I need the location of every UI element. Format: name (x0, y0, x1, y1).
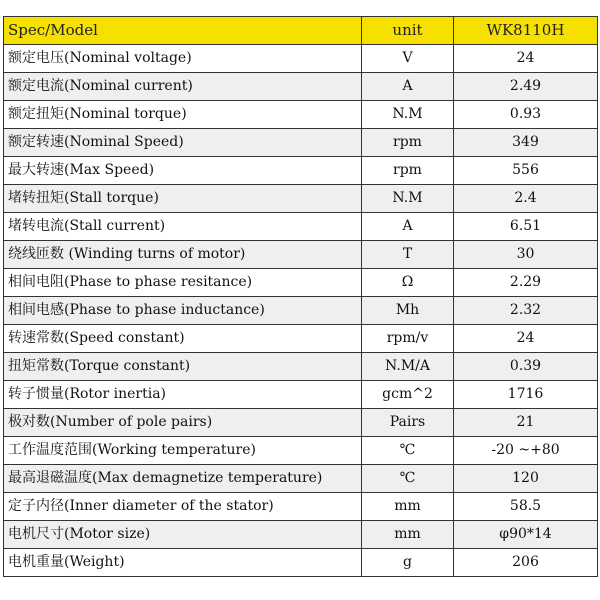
spec-value: 2.32 (454, 297, 598, 325)
spec-unit: Pairs (362, 409, 454, 437)
spec-name: 极对数(Number of pole pairs) (4, 409, 362, 437)
spec-value: 2.4 (454, 185, 598, 213)
spec-unit: N.M (362, 101, 454, 129)
spec-name: 堵转扭矩(Stall torque) (4, 185, 362, 213)
spec-value: 24 (454, 45, 598, 73)
spec-sheet (3, 16, 597, 577)
header-spec: Spec/Model (4, 17, 362, 45)
spec-name: 额定转速(Nominal Speed) (4, 129, 362, 157)
table-row (4, 381, 598, 409)
table-row (4, 325, 598, 353)
table-row (4, 437, 598, 465)
table-row (4, 297, 598, 325)
spec-unit: Ω (362, 269, 454, 297)
spec-table (3, 16, 598, 577)
spec-value: φ90*14 (454, 521, 598, 549)
spec-name: 额定电压(Nominal voltage) (4, 45, 362, 73)
table-row (4, 101, 598, 129)
table-row (4, 157, 598, 185)
spec-unit: rpm (362, 129, 454, 157)
spec-unit: V (362, 45, 454, 73)
spec-name: 工作温度范围(Working temperature) (4, 437, 362, 465)
table-row (4, 353, 598, 381)
spec-unit: A (362, 73, 454, 101)
table-row (4, 241, 598, 269)
spec-unit: mm (362, 521, 454, 549)
table-row (4, 185, 598, 213)
spec-value: 206 (454, 549, 598, 577)
table-row (4, 521, 598, 549)
header-unit: unit (362, 17, 454, 45)
spec-name: 额定电流(Nominal current) (4, 73, 362, 101)
spec-value: 24 (454, 325, 598, 353)
spec-unit: N.M (362, 185, 454, 213)
spec-unit: gcm^2 (362, 381, 454, 409)
spec-name: 相间电感(Phase to phase inductance) (4, 297, 362, 325)
spec-name: 扭矩常数(Torque constant) (4, 353, 362, 381)
spec-value: 1716 (454, 381, 598, 409)
spec-name: 最高退磁温度(Max demagnetize temperature) (4, 465, 362, 493)
spec-unit: T (362, 241, 454, 269)
spec-value: 2.29 (454, 269, 598, 297)
spec-value: 6.51 (454, 213, 598, 241)
spec-unit: ℃ (362, 437, 454, 465)
spec-unit: g (362, 549, 454, 577)
spec-value: 120 (454, 465, 598, 493)
table-row (4, 465, 598, 493)
header-model: WK8110H (454, 17, 598, 45)
spec-value: 0.39 (454, 353, 598, 381)
spec-name: 电机尺寸(Motor size) (4, 521, 362, 549)
spec-value: -20 ~+80 (454, 437, 598, 465)
table-row (4, 73, 598, 101)
spec-name: 堵转电流(Stall current) (4, 213, 362, 241)
spec-value: 30 (454, 241, 598, 269)
spec-value: 349 (454, 129, 598, 157)
spec-name: 相间电阻(Phase to phase resitance) (4, 269, 362, 297)
spec-value: 2.49 (454, 73, 598, 101)
spec-name: 转速常数(Speed constant) (4, 325, 362, 353)
spec-unit: Mh (362, 297, 454, 325)
spec-name: 最大转速(Max Speed) (4, 157, 362, 185)
table-row (4, 45, 598, 73)
spec-name: 转子惯量(Rotor inertia) (4, 381, 362, 409)
spec-value: 0.93 (454, 101, 598, 129)
table-row (4, 213, 598, 241)
table-row (4, 269, 598, 297)
spec-name: 定子内径(Inner diameter of the stator) (4, 493, 362, 521)
spec-unit: A (362, 213, 454, 241)
table-row (4, 409, 598, 437)
table-row (4, 549, 598, 577)
spec-unit: N.M/A (362, 353, 454, 381)
spec-name: 绕线匝数 (Winding turns of motor) (4, 241, 362, 269)
spec-name: 额定扭矩(Nominal torque) (4, 101, 362, 129)
table-row (4, 129, 598, 157)
spec-name: 电机重量(Weight) (4, 549, 362, 577)
header-row (4, 17, 598, 45)
spec-unit: rpm (362, 157, 454, 185)
spec-unit: rpm/v (362, 325, 454, 353)
spec-value: 58.5 (454, 493, 598, 521)
spec-unit: ℃ (362, 465, 454, 493)
table-row (4, 493, 598, 521)
spec-value: 556 (454, 157, 598, 185)
spec-unit: mm (362, 493, 454, 521)
spec-value: 21 (454, 409, 598, 437)
